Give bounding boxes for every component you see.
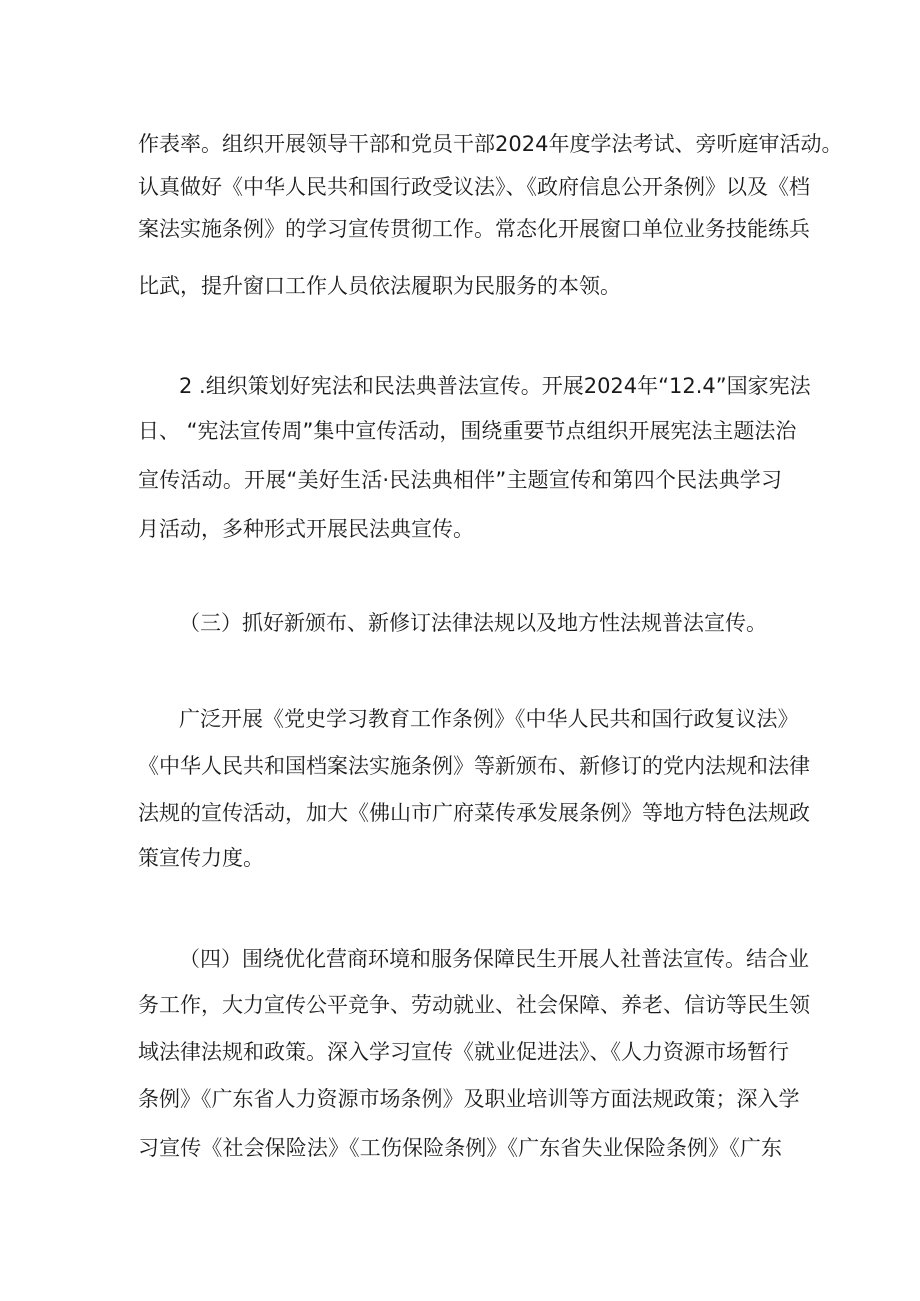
- paragraph-4-line-5: 习宣传《社会保险法》《工伤保险条例》《广东省失业保险条例》《广东: [138, 1136, 782, 1160]
- paragraph-1-line-3: 案法实施条例》的学习宣传贯彻工作。常态化开展窗口单位业务技能练兵: [138, 217, 810, 241]
- paragraph-2-line-3: 宣传活动。开展“美好生活·民法典相伴”主题宣传和第四个民法典学习: [138, 468, 782, 492]
- paragraph-3-line-1: 广泛开展《党史学习教育工作条例》《中华人民共和国行政复议法》: [179, 707, 799, 731]
- paragraph-2-line-2: 日、 “宪法宣传周”集中宣传活动，围绕重要节点组织开展宪法主题法治: [138, 419, 797, 443]
- paragraph-4-line-3: 域法律法规和政策。深入学习宣传《就业促进法》、《人力资源市场暂行: [138, 1040, 789, 1064]
- paragraph-1-line-2: 认真做好《中华人民共和国行政受议法》、《政府信息公开条例》以及《档: [138, 175, 810, 199]
- section-heading-3-line-1: （三）抓好新颁布、新修订法律法规以及地方性法规普法宣传。: [179, 611, 767, 635]
- paragraph-1-line-4: 比武，提升窗口工作人员依法履职为民服务的本领。: [138, 274, 621, 298]
- paragraph-4-line-4: 条例》《广东省人力资源市场条例》及职业培训等方面法规政策；深入学: [138, 1087, 800, 1111]
- paragraph-2-line-4: 月活动，多种形式开展民法典宣传。: [138, 517, 474, 541]
- paragraph-4-line-2: 务工作，大力宣传公平竞争、劳动就业、社会保障、养老、信访等民生领: [138, 993, 810, 1017]
- paragraph-4-line-1: （四）围绕优化营商环境和服务保障民生开展人社普法宣传。结合业: [179, 947, 809, 971]
- paragraph-2-line-1: 2 .组织策划好宪法和民法典普法宣传。开展2024年“12.4”国家宪法: [179, 374, 811, 398]
- paragraph-3-line-4: 策宣传力度。: [138, 846, 264, 870]
- paragraph-3-line-2: 《中华人民共和国档案法实施条例》等新颁布、新修订的党内法规和法律: [138, 754, 810, 778]
- paragraph-1-line-1: 作表率。组织开展领导干部和党员干部2024年度学法考试、旁听庭审活动。: [138, 132, 843, 156]
- paragraph-3-line-3: 法规的宣传活动，加大《佛山市广府菜传承发展条例》等地方特色法规政: [138, 801, 810, 825]
